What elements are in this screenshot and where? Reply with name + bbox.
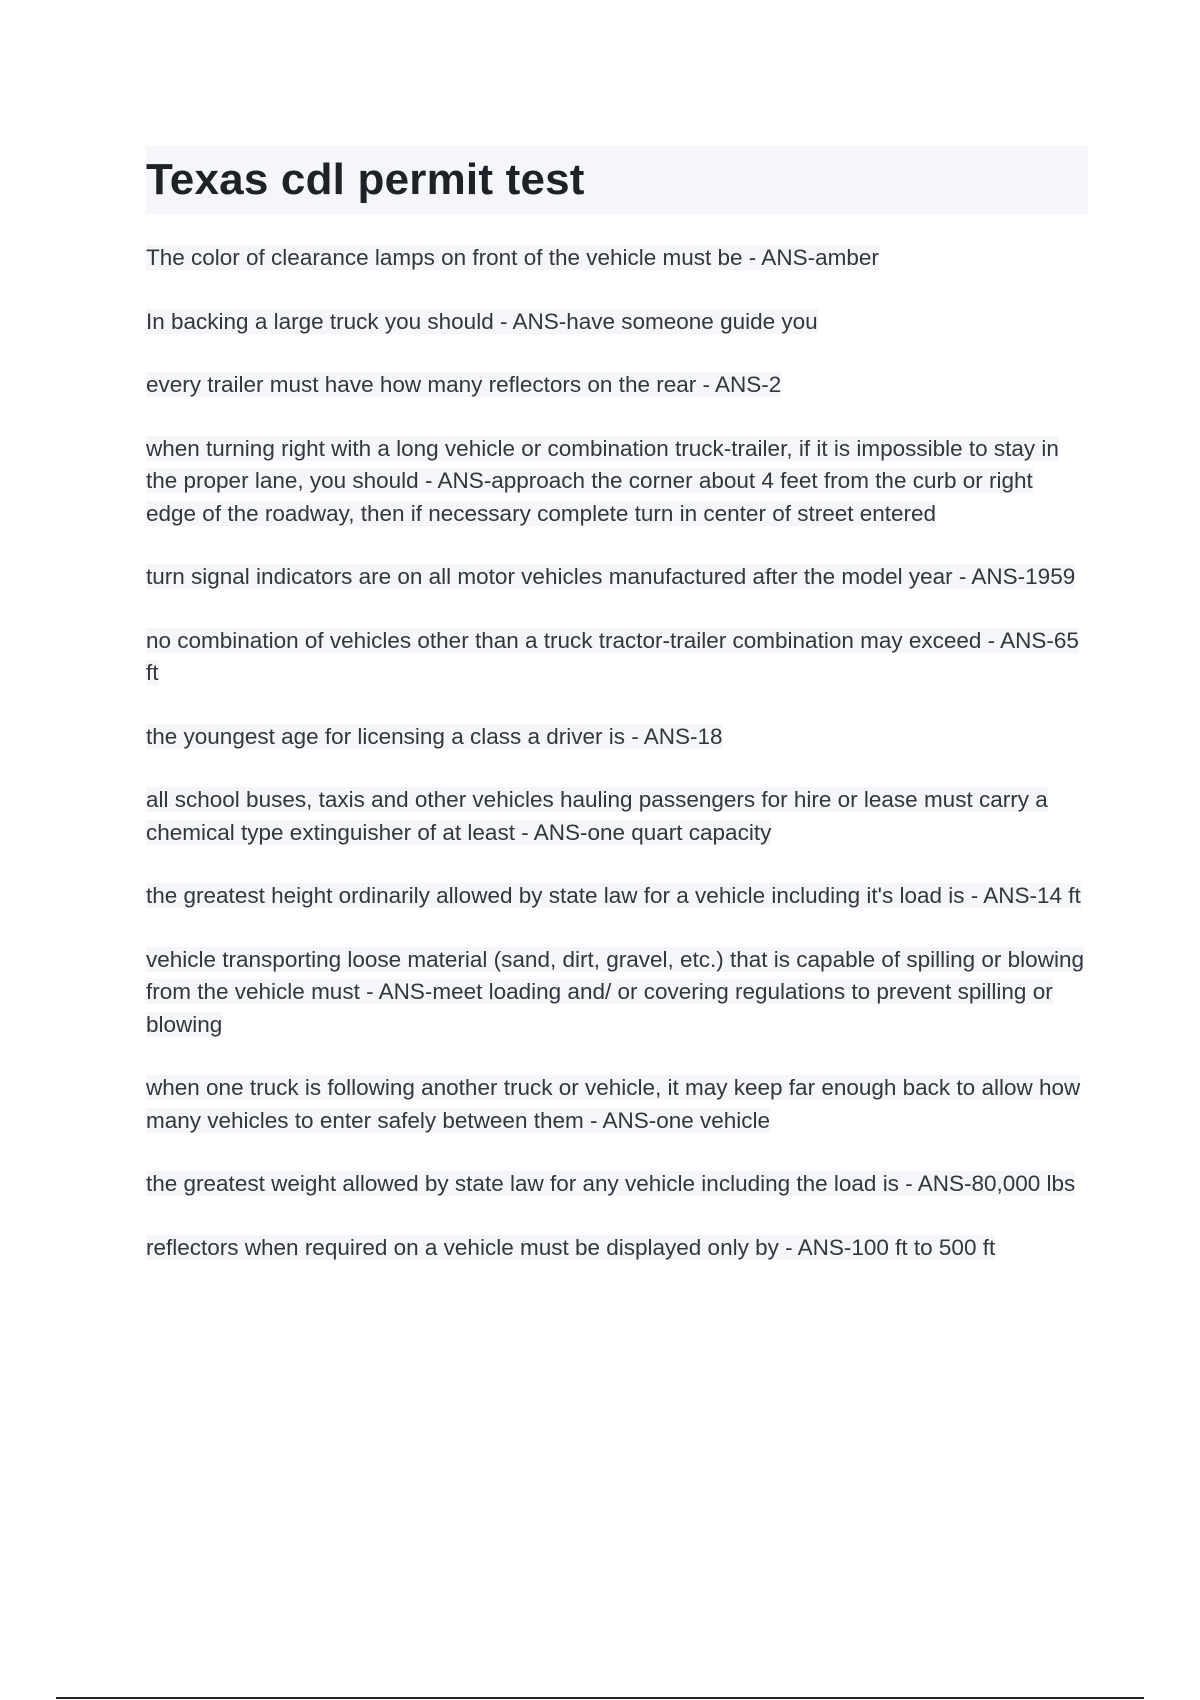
page-title: Texas cdl permit test [146, 155, 585, 204]
question-item [146, 1232, 1088, 1265]
question-item [146, 306, 1088, 339]
question-list [146, 242, 1088, 1295]
question-item [146, 1168, 1088, 1201]
question-text: all school buses, taxis and other vehicles hauling passengers for hire or lease must carry a chemical type extinguisher of at least - ANS-one quart capacity [146, 787, 1048, 845]
title-block [146, 146, 1088, 214]
question-text: reflectors when required on a vehicle must be displayed only by - ANS-100 ft to 500 ft [146, 1234, 996, 1260]
question-item [146, 880, 1088, 913]
question-item [146, 784, 1088, 849]
question-text: the youngest age for licensing a class a driver is - ANS-18 [146, 723, 723, 749]
footer-divider [56, 1697, 1144, 1699]
question-text: The color of clearance lamps on front of the vehicle must be - ANS-amber [146, 245, 879, 270]
question-item [146, 944, 1088, 1042]
question-item [146, 433, 1088, 531]
question-text: turn signal indicators are on all motor vehicles manufactured after the model year - ANS-1959 [146, 564, 1076, 589]
question-item [146, 1072, 1088, 1137]
question-text: when turning right with a long vehicle or combination truck-trailer, if it is impossible to stay in the proper lane, you should - ANS-approach the corner about 4 feet from the curb or right edge of the roadway, then if necessary complete turn in center of street entered [146, 435, 1059, 526]
question-text: vehicle transporting loose material (sand, dirt, gravel, etc.) that is capable of spilling or blowing from the vehicle must - ANS-meet loading and/ or covering regulations to prevent spilling or blowing [146, 946, 1084, 1037]
question-item [146, 625, 1088, 690]
question-text: when one truck is following another truck or vehicle, it may keep far enough back to allow how many vehicles to enter safely between them - ANS-one vehicle [146, 1075, 1081, 1133]
question-item [146, 369, 1088, 402]
question-text: the greatest weight allowed by state law for any vehicle including the load is - ANS-80,000 lbs [146, 1171, 1076, 1196]
question-item [146, 242, 1088, 275]
question-text: In backing a large truck you should - ANS-have someone guide you [146, 308, 818, 334]
question-item [146, 561, 1088, 594]
question-text: no combination of vehicles other than a truck tractor-trailer combination may exceed - ANS-65 ft [146, 627, 1079, 685]
question-text: every trailer must have how many reflectors on the rear - ANS-2 [146, 372, 782, 397]
question-text: the greatest height ordinarily allowed by state law for a vehicle including it's load is - ANS-14 ft [146, 883, 1081, 908]
question-item [146, 721, 1088, 754]
